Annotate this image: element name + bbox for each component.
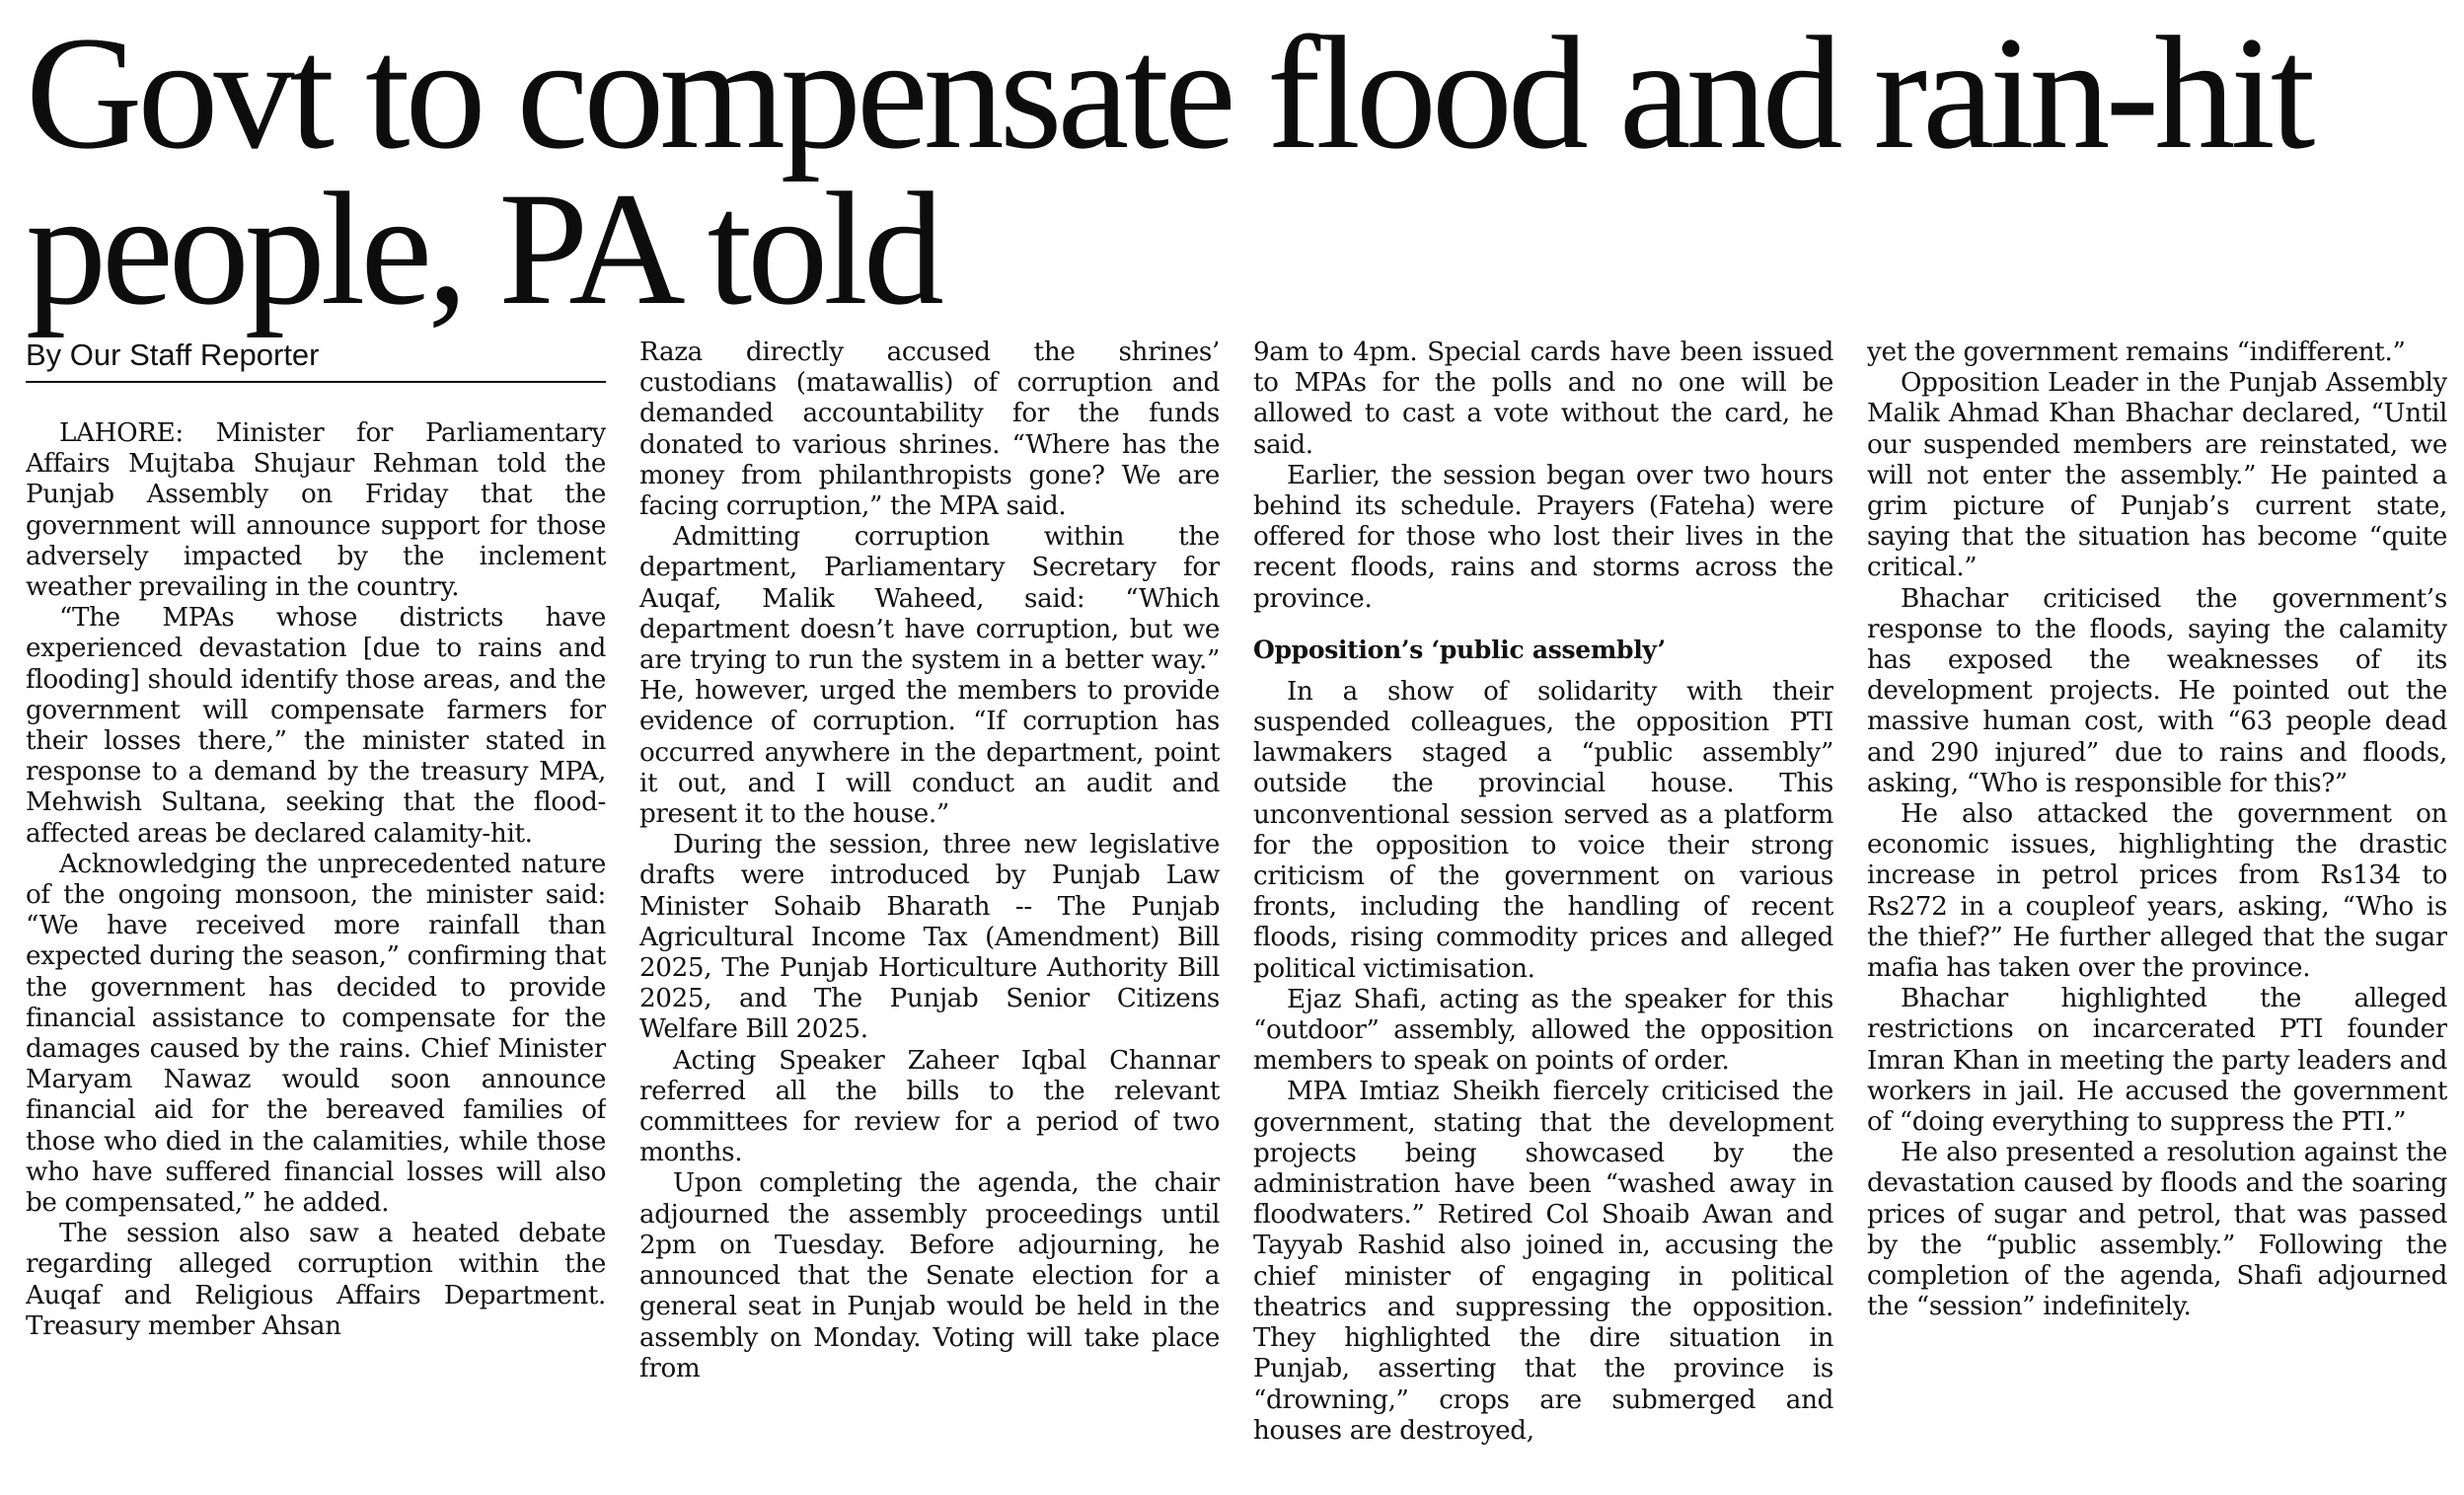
paragraph: LAHORE: Minister for Parliamentary Affairs Mujtaba Shujaur Rehman told the Punjab Assembly on Friday that the government will announce support for those adversely impacted by the inclement weather prevailing in the country. xyxy=(26,418,606,603)
paragraph: Opposition Leader in the Punjab Assembly Malik Ahmad Khan Bhachar declared, “Until our suspended members are reinstated, we will not enter the assembly.” He painted a grim picture of Punjab’s current state, saying that the situation has become “quite critical.” xyxy=(1867,368,2447,583)
column-2 xyxy=(639,337,1220,1490)
paragraph: Admitting corruption within the department, Parliamentary Secretary for Auqaf, Malik Waheed, said: “Which department doesn’t have corruption, but we are trying to run the system in a better way.” He, however, urged the members to provide evidence of corruption. “If corruption has occurred anywhere in the department, point it out, and I will conduct an audit and present it to the house.” xyxy=(639,522,1220,830)
paragraph: MPA Imtiaz Sheikh fiercely criticised the government, stating that the development projects being showcased by the administration have been “washed away in floodwaters.” Retired Col Shoaib Awan and Tayyab Rashid also joined in, accusing the chief minister of engaging in political theatrics and suppressing the opposition. They highlighted the dire situation in Punjab, asserting that the province is “drowning,” crops are submerged and houses are destroyed, xyxy=(1253,1077,1833,1446)
paragraph: 9am to 4pm. Special cards have been issued to MPAs for the polls and no one will be allowed to cast a vote without the card, he said. xyxy=(1253,337,1833,460)
paragraph: He also presented a resolution against the devastation caused by floods and the soaring prices of sugar and petrol, that was passed by the “public assembly.” Following the completion of the agenda, Shafi adjourned the “session” indefinitely. xyxy=(1867,1138,2447,1322)
column-3 xyxy=(1253,337,1833,1490)
paragraph: Acting Speaker Zaheer Iqbal Channar referred all the bills to the relevant committees for review for a period of two months. xyxy=(639,1045,1220,1168)
subheading: Opposition’s ‘public assembly’ xyxy=(1253,635,1666,664)
paragraph: Earlier, the session began over two hours behind its schedule. Prayers (Fateha) were offered for those who lost their lives in the recent floods, rains and storms across the province. xyxy=(1253,460,1833,614)
paragraph: In a show of solidarity with their suspended colleagues, the opposition PTI lawmakers staged a “public assembly” outside the provincial house. This unconventional session served as a platform for the opposition to voice their strong criticism of the government on various fronts, including the handling of recent floods, rising commodity prices and alleged political victimisation. xyxy=(1253,676,1833,984)
column-1 xyxy=(26,337,606,1490)
paragraph: The session also saw a heated debate regarding alleged corruption within the Auqaf and Religious Affairs Department. Treasury member Ahsan xyxy=(26,1219,606,1341)
paragraph: Raza directly accused the shrines’ custodians (matawallis) of corruption and demanded accountability for the funds donated to various shrines. “Where has the money from philanthropists gone? We are facing corruption,” the MPA said. xyxy=(639,337,1220,522)
byline: By Our Staff Reporter xyxy=(26,337,606,383)
paragraph: During the session, three new legislative drafts were introduced by Punjab Law Minister Sohaib Bharath -- The Punjab Agricultural Income Tax (Amendment) Bill 2025, The Punjab Horticulture Authority Bill 2025, and The Punjab Senior Citizens Welfare Bill 2025. xyxy=(639,830,1220,1045)
paragraph: Acknowledging the unprecedented nature of the ongoing monsoon, the minister said: “We have received more rainfall than expected during the season,” confirming that the government has decided to provide financial assistance to compensate for the damages caused by the rains. Chief Minister Maryam Nawaz would soon announce financial aid for the bereaved families of those who died in the calamities, while those who have suffered financial losses will also be compensated,” he added. xyxy=(26,849,606,1219)
headline: Govt to compensate flood and rain-hit people, PA told xyxy=(26,4,2311,338)
paragraph: yet the government remains “indifferent.” xyxy=(1867,337,2406,367)
paragraph: “The MPAs whose districts have experienced devastation [due to rains and flooding] should identify those areas, and the government will compensate farmers for their losses there,” the minister stated in response to a demand by the treasury MPA, Mehwish Sultana, seeking that the flood-affected areas be declared calamity-hit. xyxy=(26,603,606,849)
paragraph: He also attacked the government on economic issues, highlighting the drastic increase in petrol prices from Rs134 to Rs272 in a coupleof years, asking, “Who is the thief?” He further alleged that the sugar mafia has taken over the province. xyxy=(1867,799,2447,984)
article-body xyxy=(26,337,2449,1490)
column-4 xyxy=(1867,337,2447,1490)
paragraph: Bhachar highlighted the alleged restrictions on incarcerated PTI founder Imran Khan in meeting the party leaders and workers in jail. He accused the government of “doing everything to suppress the PTI.” xyxy=(1867,984,2447,1138)
paragraph: Upon completing the agenda, the chair adjourned the assembly proceedings until 2pm on Tuesday. Before adjourning, he announced that the Senate election for a general seat in Punjab would be held in the assembly on Monday. Voting will take place from xyxy=(639,1168,1220,1383)
paragraph: Bhachar criticised the government’s response to the floods, saying the calamity has exposed the weaknesses of its development projects. He pointed out the massive human cost, with “63 people dead and 290 injured” due to rains and floods, asking, “Who is responsible for this?” xyxy=(1867,583,2447,798)
paragraph: Ejaz Shafi, acting as the speaker for this “outdoor” assembly, allowed the opposition members to speak on points of order. xyxy=(1253,984,1833,1077)
